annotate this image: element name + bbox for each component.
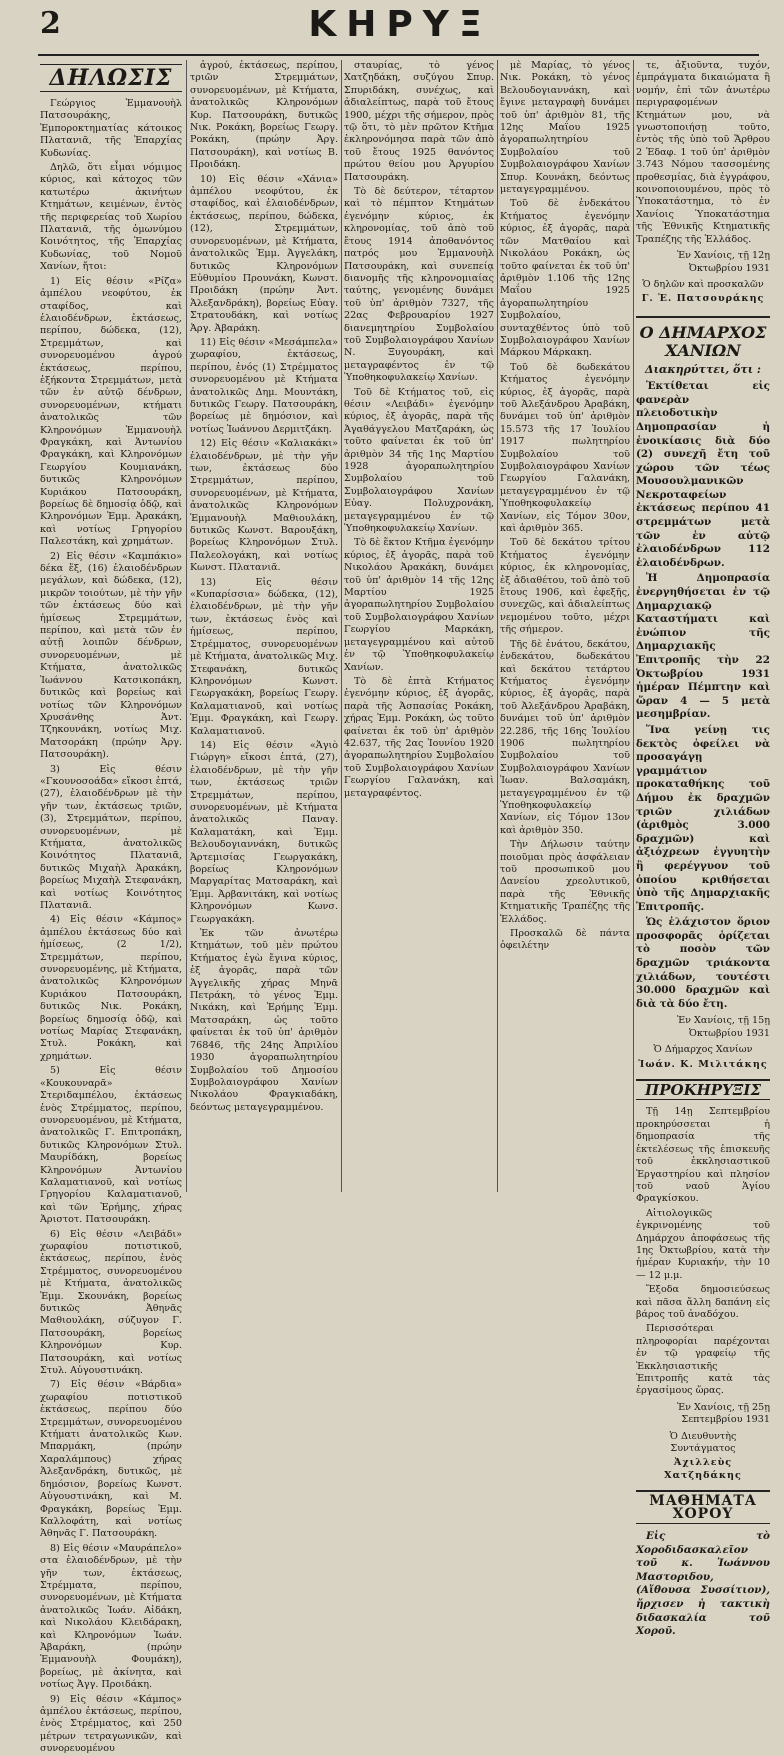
column-2 [190,60,338,1192]
declaration-paragraph: Τοῦ δὲ δωδεκάτου Κτήματος ἐγενόμην κύριος, ἐξ ἀγορᾶς, παρὰ τοῦ Ἀλεξάνδρου Ἀραβάκη, δυνάμει τοῦ ὑπ' ἀριθμὸν 15.573 τῆς 17 Ἰουλίου 1917 πωλητηρίου Συμβολαίου τοῦ Συμβολαιογράφου Χανίων Γεωργίου Γαλανάκη, μεταγεγραμμένου ἐν τῷ Ὑποθηκοφυλακείῳ Χανίων, εἰς Τόμον 30ον, καὶ ἀριθμὸν 365. [500,361,630,535]
proclamation-paragraph: Ἔξοδα δημοσιεύσεως καὶ πᾶσα ἄλλη δαπάνη εἰς βάρος τοῦ ἀναδόχου. [636,1284,770,1320]
declaration-paragraph: 1) Εἰς θέσιν «Ρίζα» ἀμπέλου νεοφύτου, ἐκ σταφίδος, καὶ ἐλαιοδένδρων, ἐκτάσεως, περίπου, δώδεκα, (12), Στρεμμάτων, καὶ συνορευομένου ἀγρού ἐκτάσεως, περίπου, ἑξήκοντα Στρεμμάτων, μετὰ τῶν ἐν αὐτῷ δένδρων, συνορευομένων, κτήματι ἀνατολικῶς τῶν Κληρονόμων Ἐμμανουὴλ Φραγκάκη, καὶ Ἀντωνίου Φραγκάκη, καὶ Κληρονόμων Γεωργίου Κουμιανάκη, δυτικῶς Κληρονόμων Κυριάκου Πατσουράκη, βορείως δὲ δημοσίᾳ ὁδῷ, καὶ Κληρονόμων Ἐμμ. Ἀρακάκη, καὶ νοτίως Γρηγορίου Παλεστάκη, καὶ χρημάτων. [40,275,182,548]
declaration-paragraph: 6) Εἰς θέσιν «Λειβάδι» χωραφίου ποτιστικοῦ, ἐκτάσεως, περίπου, ἑνὸς Στρέμματος, συνορευομένου μὲ Κτήματα, ἀνατολικῶς Ἐμμ. Σκουνάκη, βορείως δυτικῶς Ἀθηνᾶς Μαθιουλάκη, σύζυγον Γ. Πατσουράκη, βορείως Κληρονόμων Κυρ. Πατσουράκη, καὶ νοτίως Στυλ. Αὐγουστινάκη. [40,1228,182,1377]
proclamation-signer-name: Ἀχιλλεὺς Χατζηδάκης [664,1457,742,1481]
declaration-paragraph: 3) Εἰς θέσιν «Γκουνοσοάδα» εἴκοσι ἑπτά, (27), ἐλαιοδένδρων μὲ τὴν γῆν των, ἐκτάσεως τριῶν, (3), Στρεμμάτων, περίπου, συνορευομένων, μὲ Κτήματα, ἀνατολικῶς Κοινότητος Πλατανιᾶ, δυτικῶς Μιχαὴλ Ἀρακάκη, βορείως Μιχαὴλ Στεφανάκη, καὶ νοτίως Κοινότητος Πλατανιᾶ. [40,763,182,911]
masthead-rule [38,54,759,56]
declaration-date: Ἐν Χανίοις, τῇ 12ῃ Ὀκτωβρίου 1931 [676,250,770,274]
mayor-notice-subtitle: Διακηρύττει, ὅτι : [645,362,761,376]
declarations-heading: ΔΗΛΩΣΙΣ [40,64,182,92]
declaration-paragraph: Δηλῶ, ὅτι εἶμαι νόμιμος κύριος, καὶ κάτοχος τῶν κατωτέρω ἀκινήτων Κτημάτων, κειμένων, ἐντὸς τῆς περιφερείας τοῦ Χωρίου Πλατανιᾶ, τῆς ὁμωνύμου Κοινότητος, τῆς Ἐπαρχίας Κυδωνίας, τοῦ Νομοῦ Χανίων, ἤτοι: [40,162,182,273]
declaration-paragraph: 7) Εἰς θέσιν «Βάρδια» χωραφίου ποτιστικοῦ ἐκτάσεως, περίπου δύο Στρεμμάτων, συνορευομένου Κτήματι ἀνατολικῶς Κων. Μπαρμάκη, (πρώην Χαραλάμπους) χήρας Ἀλεξανδράκη, δυτικῶς, μὲ δημόσιον, βορείως Κωνστ. Αὐγουστινάκη, καὶ Μ. Φραγκάκη, βορείως Ἐμμ. Καλλοφάτη, καὶ νοτίως Ἀθηνᾶς Γ. Πατσουράκη. [40,1379,182,1540]
declaration-paragraph: Ἐκ τῶν ἀνωτέρω Κτημάτων, τοῦ μὲν πρώτου Κτήματος ἐγὼ ἔγινα κύριος, ἐξ ἀγορᾶς, παρὰ τῶν Ἀγγελικῆς χήρας Μηνᾶ Πετράκη, τὸ γένος Ἐμμ. Νικάκη, καὶ Ἐρήμης Ἐμμ. Ματσαράκη, ὡς τοῦτο φαίνεται ἐκ τοῦ ὑπ' ἀριθμὸν 76846, τῆς 24ης Ἀπριλίου 1930 ἀγοραπωλητηρίου Συμβολαίου τοῦ Δημοσίου Συμβολαιογράφου Χανίων Νικολάου Φραγκιαδάκη, δεόντως μεταγεγραμμένου. [190,928,338,1113]
column-5 [636,60,770,1638]
mayor-notice-paragraph: Ὡς ἐλάχιστον ὅριον προσφορᾶς ὁρίζεται τὸ ποσὸν τῶν δραχμῶν τριάκοντα χιλιάδων, τουτέστι 30.000 δραχμῶν καὶ διὰ τὰ δύο ἔτη. [636,916,770,1010]
column-1 [40,60,182,1755]
column-divider [497,60,498,1192]
proclamation-paragraph: Περισσότεραι πληροφορίαι παρέχονται ἐν τῷ γραφείῳ τῆς Ἐκκλησιαστικῆς Ἐπιτροπῆς κατὰ τὰς ἐργασίμους ὥρας. [636,1323,770,1397]
declaration-paragraph: 12) Εἰς θέσιν «Καλιακάκι» ἐλαιοδένδρων, μὲ τὴν γῆν των, ἐκτάσεως δύο Στρεμμάτων, περίπου, συνορευομένων, μὲ Κτήματα, ἀνατολικῶς Κληρονόμων Ἐμμανουὴλ Μαθιουλάκη, δυτικῶς Κωνστ. Βαρουξάκη, βορείως Κληρονόμων Στυλ. Παλεολογάκη, καὶ νοτίως Κωνστ. Πλατανιᾶ. [190,438,338,574]
dance-lessons-text: Εἰς τὸ Χοροδιδασκαλεῖον τοῦ κ. Ἰωάννου Μαστοριδου, (Αἴθουσα Συσσίτιον), ἤρχισεν ἡ τακτικὴ διδασκαλία τοῦ Χοροῦ. [636,1530,770,1638]
proclamation-paragraph: Τῇ 14ῃ Σεπτεμβρίου προκηρύσσεται ἡ δημοπρασία τῆς ἐκτελέσεως τῆς ἐπισκευῆς τοῦ ἐκκλησιαστικοῦ Ἐργαστηρίου καὶ πλησίον τοῦ ναοῦ Ἁγίου Φραγκίσκου. [636,1106,770,1205]
declaration-paragraph: Τῆς δὲ ἐνάτου, δεκάτου, ἑνδεκάτου, δωδεκάτου καὶ δεκάτου τετάρτου Κτήματος ἐγενόμην κύριος, ἐξ ἀγορᾶς, παρὰ τοῦ Ἀλεξάνδρου Ἀραβάκη, δυνάμει τοῦ ὑπ' ἀριθμὸν 22.286, τῆς 16ης Ἰουλίου 1906 πωλητηρίου Συμβολαίου τοῦ Συμβολαιογράφου Χανίων Ἰωαν. Βαλσαμάκη, μεταγεγραμμένου ἐν τῷ Ὑποθηκοφυλακείῳ Χανίων, εἰς Τόμον 13ον καὶ ἀριθμὸν 350. [500,638,630,836]
declaration-paragraph: Τὸ δὲ ἑπτὰ Κτήματος ἐγενόμην κύριος, ἐξ ἀγορᾶς, παρὰ τῆς Ἀσπασίας Ροκάκη, χήρας Ἐμμ. Ροκάκη, ὡς τοῦτο φαίνεται ἐκ τοῦ ὑπ' ἀριθμὸν 42.637, τῆς 2ας Ἰουνίου 1920 ἀγοραπωλητηρίου Συμβολαίου τοῦ Συμβολαιογράφου Χανίων Γεωργίου Γαλανάκη, καὶ μεταγραφέντος. [344,675,494,799]
dance-lessons-title: ΜΑΘΗΜΑΤΑ ΧΟΡΟΥ [636,1490,770,1524]
proclamation-paragraph: Αἰτιολογικῶς ἐγκρινομένης τοῦ Δημάρχου ἀποφάσεως τῆς 1ης Ὀκτωβρίου, κατὰ τὴν ἡμέραν Κυριακήν, τὴν 10 — 12 μ.μ. [636,1207,770,1281]
proclamation-date: Ἐν Χανίοις, τῇ 25ῃ Σεπτεμβρίου 1931 [676,1401,770,1426]
mayor-signer-name: Ἰωάν. Κ. Μιλιτάκης [638,1058,768,1070]
declaration-paragraph: Τοῦ δὲ Κτήματος τοῦ, εἰς θέσιν «Λειβάδι» ἐγενόμην κύριος, ἐξ ἀγορᾶς, παρὰ τῆς Ἀγαθάγγελου Ματζαράκη, ὡς τοῦτο φαίνεται ἐκ τοῦ ὑπ' ἀριθμὸν 34 τῆς 1ης Μαρτίου 1928 ἀγοραπωλητηρίου Συμβολαίου τοῦ Συμβολαιογράφου Χανίων Εὐαγ. Πολυχρονάκη, μεταγεγραμμένου ἐν τῷ Ὑποθηκοφυλακείῳ Χανίων. [344,386,494,535]
declaration-paragraph: 5) Εἰς θέσιν «Κουκουναρᾶ» Στεριδαμπέλου, ἐκτάσεως ἑνὸς Στρέμματος, περίπου, συνορευομένου, μὲ Κτήματα, ἀνατολικῶς Γ. Επιτροπάκη, δυτικῶς Κληρονόμων Στυλ. Μαυρίδάκη, βορείως Κληρονόμων Ἀντωνίου Καλαματιανοῦ, καὶ νοτίως Γρηγορίου Καλαματιανοῦ, καὶ τῶν Ἐρήμης, χήρας Ἀριστοτ. Πατσουράκη. [40,1065,182,1226]
declaration-paragraph: Γεώργιος Ἐμμανουὴλ Πατσουράκης, Ἐμποροκτηματίας κάτοικος Πλατανιᾶ, τῆς Ἐπαρχίας Κυδωνίας. [40,98,182,159]
declaration-paragraph: 8) Εἰς θέσιν «Μαυράπελο» στα ἐλαιοδένδρων, μὲ τὴν γῆν των, ἐκτάσεως, Στρέμματα, περίπου, συνορευομένων, μὲ Κτήματα ἀνατολικῶς Ἰωάν. Αἰδάκη, καὶ Νικολάου Κλειδάρακη, καὶ Κληρονόμων Ἰωάν. Ἀβαράκη, (πρώην Ἐμμανουὴλ Φουμάκη), βορείως, μὲ ἀκίνητα, καὶ νοτίως Ἀγγ. Προιδάκη. [40,1542,182,1691]
mayor-notice-paragraph: Ἵνα γείνῃ τις δεκτὸς ὀφείλει νὰ προσαγάγῃ γραμμάτιον προκαταθήκης τοῦ Δήμου ἐκ δραχμῶν τριῶν χιλιάδων (ἀριθμὸς 3.000 δραχμῶν) καὶ ἀξιόχρεων ἐγγυητὴν ἢ φερέγγυον τοῦ ὁποίου κριθήσεται ὑπὸ τῆς Δημαρχιακῆς Ἐπιτροπῆς. [636,723,770,913]
page-number: 2 [40,6,61,41]
declaration-paragraph: 9) Εἰς θέσιν «Κάμπος» ἀμπέλου ἐκτάσεως, περίπου, ἑνὸς Στρέμματος, καὶ 250 μέτρων τετραγωνικῶν, καὶ συνορευομένου [40,1693,182,1755]
proclamation-title: ΠΡΟΚΗΡΥΞΙΣ [636,1079,770,1100]
column-divider [186,60,187,1192]
declarant-label: Ὁ δηλῶν καὶ προσκαλῶν [642,278,764,290]
declaration-paragraph: τε, ἀξιοῦντα, τυχόν, ἐμπράγματα δικαιώματα ἢ νομήν, ἐπὶ τῶν ἀνωτέρω περιγραφομένων Κτημάτων μου, νὰ γνωστοποιήσῃ τοῦτο, ἐντὸς τῆς ὑπὸ τοῦ Ἄρθρου 2 Ἐδαφ. 1 τοῦ ὑπ' ἀριθμὸν 3.743 Νόμου τασσομένης προθεσμίας, διὰ ἐγγράφου, κοινοποιουμένου, πρὸς τὸ Ὑποκατάστημα, τὸ ἐν Χανίοις Ὑποκατάστημα τῆς Ἐθνικῆς Κτηματικῆς Τραπέζης τῆς Ἑλλάδος. [636,60,770,245]
declaration-paragraph: 14) Εἰς θέσιν «Ἁγιὸ Γιώργη» εἴκοσι ἑπτά, (27), ἐλαιοδένδρων, μὲ τὴν γῆν των, ἐκτάσεως τριῶν Στρεμμάτων, περίπου, συνορευομένων, μὲ Κτήματα ἀνατολικῶς Παναγ. Καλαματάκη, καὶ Ἐμμ. Βελουδογιαννάκη, δυτικῶς Ἀρτεμισίας Γεωργακάκη, βορείως Κληρονόμων Μαργαρίτας Ματσαράκη, καὶ Ἐμμ. Ἀρβανιτάκη, καὶ νοτίως Κληρονόμων Κωνσ. Γεωργακάκη. [190,739,338,925]
proclamation-signer-label: Ὁ Διευθυντὴς Συντάγματος [669,1430,737,1455]
mayor-notice-date: Ἐν Χανίοις, τῇ 15ῃ Ὀκτωβρίου 1931 [676,1015,770,1039]
mayor-notice-paragraph: Ἐκτίθεται εἰς φανερὰν πλειοδοτικὴν Δημοπρασίαν ἡ ἐνοικίασις διὰ δύο (2) συνεχῆ ἔτη τοῦ χώρου τῶν τέως Μουσουλμανικῶν Νεκροταφείων ἐκτάσεως περίπου 41 στρεμμάτων μετὰ τῶν ἐν αὐτῷ ἐλαιοδένδρων 112 ἐλαιοδένδρων. [636,380,770,569]
declaration-paragraph: 4) Εἰς θέσιν «Κάμπος» ἀμπέλου ἐκτάσεως δύο καὶ ἡμίσεως, (2 1/2), Στρεμμάτων, περίπου, συνορευομένης, μὲ Κτήματα, ἀνατολικῶς Κληρονόμων Κυριάκου Πατσουράκη, δυτικῶς Νικ. Ροκάκη, βορείως δημοσίᾳ ὁδῷ, καὶ νοτίως Μαρίας Στεφανάκη, Στυλ. Ροκάκη, καὶ χρημάτων. [40,914,182,1062]
declaration-paragraph: 11) Εἰς θέσιν «Μεσάμπελα» χωραφίου, ἐκτάσεως, περίπου, ἑνός (1) Στρέμματος συνορευομένου μὲ Κτήματα ἀνατολικῶς Δημ. Μουντάκη, δυτικῶς Γεωργ. Πατσουράκη, βορείως μὲ δημόσιον, καὶ νοτίως Ἰωάννου Δερμιτζάκη. [190,336,338,435]
declaration-paragraph: 13) Εἰς θέσιν «Κυπαρίσσια» δώδεκα, (12), ἐλαιοδένδρων, μὲ τὴν γῆν των, ἐκτάσεως ἑνὸς καὶ ἡμίσεως, περίπου, Στρέμματος, συνορευομένων μὲ Κτήματα, ἀνατολικῶς Μιχ. Στεφανάκη, δυτικῶς Κληρονόμων Κωνστ. Γεωργακάκη, βορείως Γεωργ. Καλαματιανοῦ, καὶ νοτίως Ἐμμ. Φραγκάκη, καὶ Γεωργ. Καλαματιανοῦ. [190,576,338,737]
mayor-notice-paragraph: Ἡ Δημοπρασία ἐνεργηθήσεται ἐν τῷ Δημαρχιακῷ Καταστήματι καὶ ἐνώπιον τῆς Δημαρχιακῆς Ἐπιτροπῆς τὴν 22 Ὀκτωβρίου 1931 ἡμέραν Πέμπτην καὶ ὥραν 4 — 5 μετὰ μεσημβρίαν. [636,572,770,721]
declaration-paragraph: Τὸ δὲ ἕκτον Κτῆμα ἐγενόμην κύριος, ἐξ ἀγορᾶς, παρὰ τοῦ Νικολάου Ἀρακάκη, δυνάμει τοῦ ὑπ' ἀριθμὸν 14 τῆς 12ης Μαρτίου 1925 ἀγοραπωλητηρίου Συμβολαίου τοῦ Συμβολαιογράφου Χανίων Γεωργίου Μαρκάκη, μεταγεγραμμένου καὶ αὐτοῦ ἐν τῷ Ὑποθηκοφυλακείῳ Χανίων. [344,537,494,673]
declaration-paragraph: Τὸ δὲ δεύτερον, τέταρτον καὶ τὸ πέμπτον Κτημάτων ἐγενόμην κύριος, ἐκ κληρονομίας, τοῦ ἀπὸ τοῦ ἔτους 1914 ἀποθανόντος πατρός μου Ἐμμανουὴλ Πατσουράκη, καὶ συνεπείᾳ διανομῆς τῆς κληρονομιαίας ταύτης, γενομένης δυνάμει τοῦ ὑπ' ἀριθμὸν 7327, τῆς 22ας Φεβρουαρίου 1927 διανεμητηρίου Συμβολαίου τοῦ Συμβολαιογράφου Χανίων Ν. Ξυγουράκη, καὶ μεταγραφέντος ἐν τῷ Ὑποθηκοφυλακείῳ Χανίων. [344,186,494,384]
declaration-paragraph: Τοῦ δὲ ἑνδεκάτου Κτήματος ἐγενόμην κύριος, ἐξ ἀγορᾶς, παρὰ τῶν Ματθαίου καὶ Νικολάου Ροκάκη, ὡς τοῦτο φαίνεται ἐκ τοῦ ὑπ' ἀριθμὸν 1.106 τῆς 12ης Μαΐου 1925 ἀγοραπωλητηρίου Συμβολαίου, συνταχθέντος ὑπὸ τοῦ Συμβολαιογράφου Χανίων Μάρκου Μάρκακη. [500,198,630,359]
mayor-notice-title: Ο ΔΗΜΑΡΧΟΣ ΧΑΝΙΩΝ [636,316,770,360]
column-4 [500,60,630,1192]
declaration-paragraph: Τὴν Δήλωσιν ταύτην ποιοῦμαι πρὸς ἀσφάλειαν τοῦ προσωπικοῦ μου Δανείου χρεολυτικοῦ, παρὰ τῆς Ἐθνικῆς Κτηματικῆς Τραπέζης τῆς Ἑλλάδος. [500,839,630,925]
declaration-paragraph: Προσκαλῶ δὲ πάντα ὀφειλέτην [500,928,630,952]
declaration-paragraph: σταυρίας, τὸ γένος Χατζηδάκη, συζύγου Σπυρ. Σπυριδάκη, συνέχως, καὶ ἀδιαλείπτως, παρὰ τοῦ ἔτους 1900, μέχρι τῆς σήμερον, πρὸς τῷ ὅτι, τὸ μὲν πρῶτον Κτῆμα ἐκληρονόμησα παρὰ τῶν ἀπὸ τοῦ ἔτους 1925 θανόντος πρώτου θείου μου Ἀργυρίου Πατσουράκη. [344,60,494,183]
declaration-paragraph: 10) Εἰς θέσιν «Χάνια» ἀμπέλου νεοφύτου, ἐκ σταφίδος, καὶ ἐλαιοδένδρων, ἐκτάσεως, περίπου, δώδεκα, (12), Στρεμμάτων, συνορευομένων, μὲ Κτήματα, ἀνατολικῶς Ἐμμ. Ἀγγελάκη, δυτικῶς Κληρονόμων Εὐθυμίου Προυνάκη, Κωνστ. Προιδάκη (πρώην Ἀντ. Ἀλεξανδράκη), βορείως Εὐαγ. Στρατουδάκη, καὶ νοτίως Ἀργ. Ἀβαράκη. [190,173,338,334]
column-divider [341,60,342,1192]
column-3 [344,60,494,1192]
declaration-paragraph: μὲ Μαρίας, τὸ γένος Νικ. Ροκάκη, τὸ γένος Βελουδογιαννάκη, καὶ ἔγινε μεταγραφὴ δυνάμει τοῦ ὑπ' ἀριθμὸν 81, τῆς 12ης Μαΐου 1925 ἀγοραπωλητηρίου Συμβολαίου τοῦ Συμβολαιογράφου Χανίων Σπυρ. Κουνάκη, δεόντως μεταγεγραμμένου. [500,60,630,196]
declaration-paragraph: Τοῦ δὲ δεκάτου τρίτου Κτήματος ἐγενόμην κύριος, ἐκ κληρονομίας, ἐξ ἀδιαθέτου, τοῦ ἀπὸ τοῦ ἔτους 1906, καὶ ἐφεξῆς, συνεχῶς, καὶ ἀδιαλείπτως νεμομένου τοῦτο, μέχρι τῆς σήμερον. [500,537,630,636]
declarant-name: Γ. Ἐ. Πατσουράκης [641,293,765,305]
declaration-paragraph: ἀγρού, ἐκτάσεως, περίπου, τριῶν Στρεμμάτων, συνορευομένων, μὲ Κτήματα, ἀνατολικῶς Κληρονόμων Κυρ. Πατσουράκη, δυτικῶς Νικ. Ροκάκη, βορείως Γεωργ. Ροκάκη, (πρώην Ἀργ. Πατσουράκη), καὶ νοτίως Β. Προιδάκη. [190,60,338,171]
newspaper-title: ΚΗΡΥΞ [308,4,492,45]
column-divider [633,60,634,1192]
declaration-paragraph: 2) Εἰς θέσιν «Καμπάκιο» δέκα ἕξ, (16) ἐλαιοδένδρων μεγάλων, καὶ δώδεκα, (12), μικρῶν τοιούτων, μὲ τὴν γῆν τῶν ἐκτάσεως δύο καὶ ἡμίσεως Στρεμμάτων, περίπου, καὶ μετὰ τῶν ἐν αὐτῇ λοιπῶν δένδρων, συνορευομένων, μὲ Κτήματα, ἀνατολικῶς Ἰωάννου Κατσικοπάκη, δυτικῶς καὶ βορείως καὶ νοτίως τῶν Κληρονόμων Χρυσάνθης Ἀντ. Τζηκουνάκη, νοτίως Μιχ. Ματσοράκη (πρώην Ἀργ. Πατσουράκη). [40,550,182,761]
mayor-signer-label: Ὁ Δήμαρχος Χανίων [653,1044,753,1056]
